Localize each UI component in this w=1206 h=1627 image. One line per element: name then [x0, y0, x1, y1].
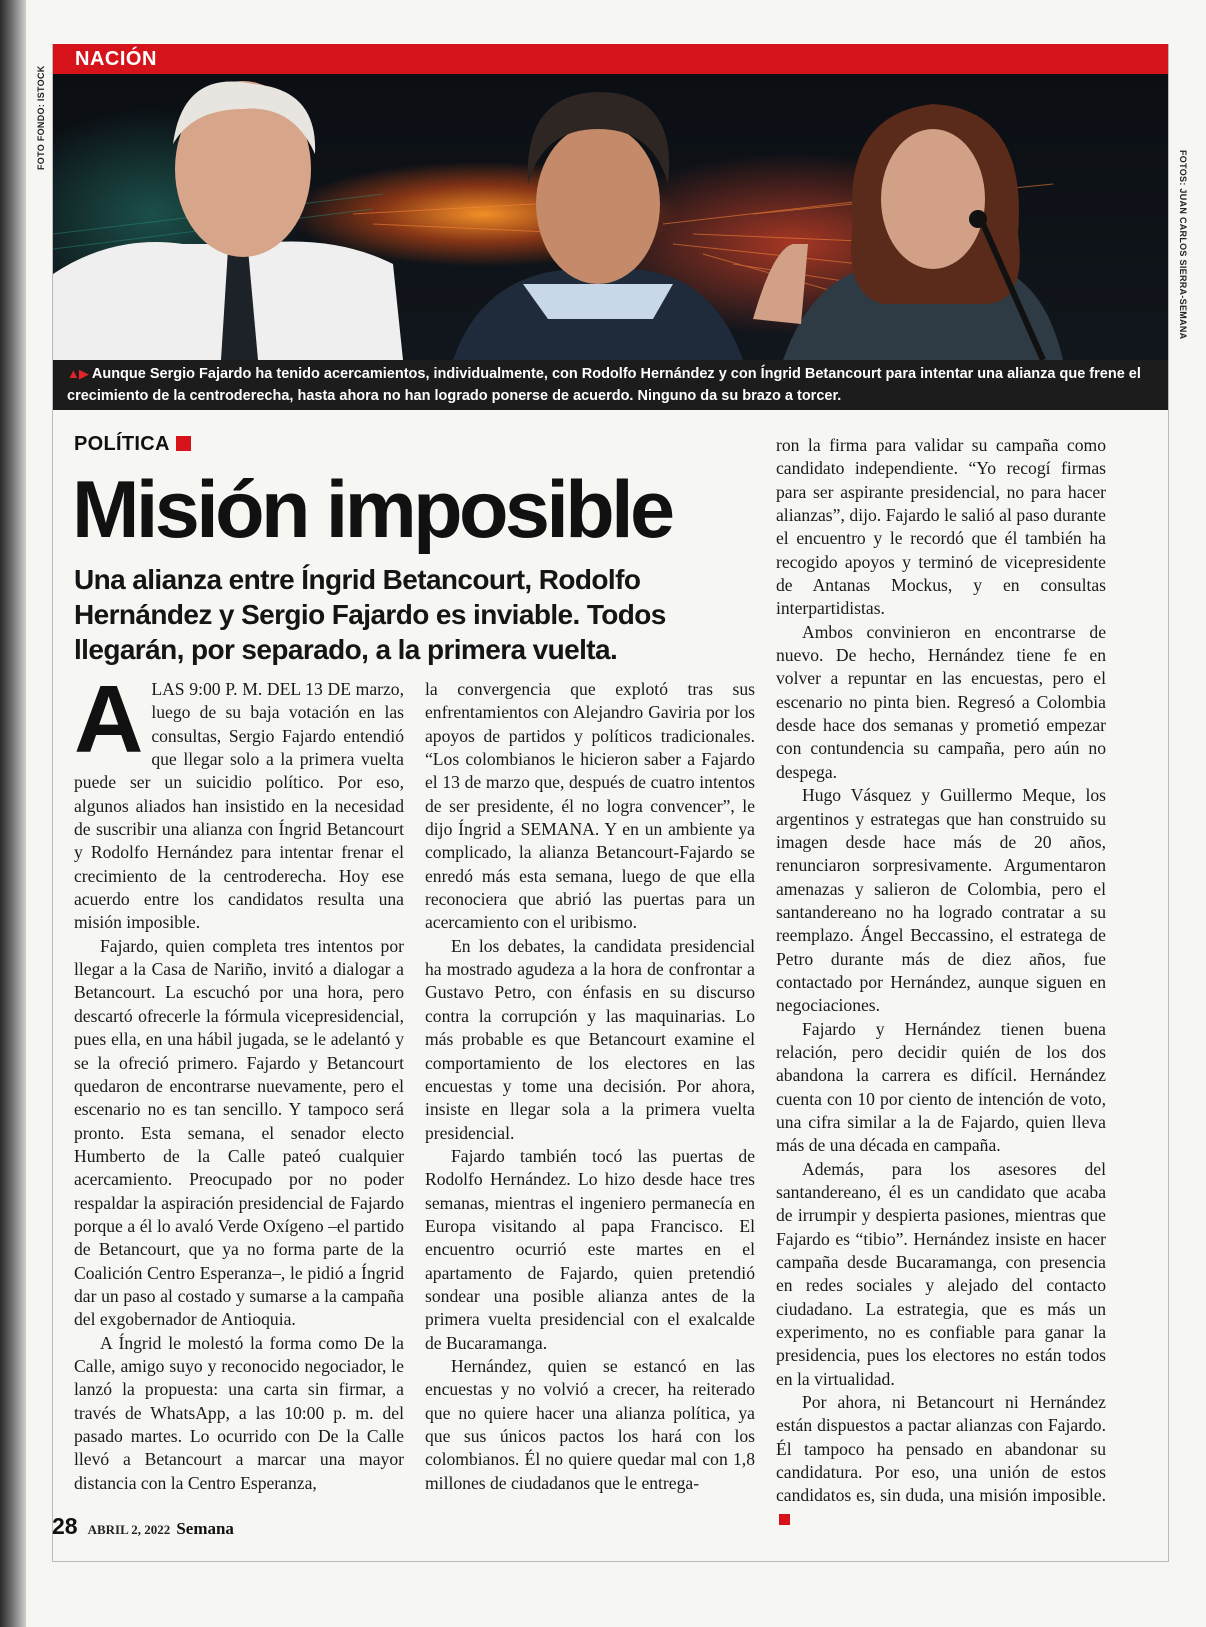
- issue-date: ABRIL 2, 2022: [87, 1522, 171, 1537]
- photo-credit: FOTOS: JUAN CARLOS SIERRA-SEMANA: [1178, 150, 1188, 340]
- article-kicker: [74, 433, 191, 456]
- lead-photo-illustration: [53, 74, 1168, 360]
- lead-photo: [53, 74, 1168, 360]
- article-headline: Misión imposible: [72, 465, 672, 555]
- article-column-1: [74, 666, 404, 1495]
- paragraph: Hugo Vásquez y Guillermo Meque, los argentinos y estrategas que han construido su imagen desde hace más de 20 años, renunciaron sorpresivamente. Argumentaron amenazas y salieron de Colombia, pero el santandereano no ha logrado contratar a su reemplazo. Ángel Beccassino, el estratega de Petro durante más de diez años, fue contactado por Hernández, aunque siguen en negociaciones.: [776, 785, 1106, 1016]
- kicker-square-icon: [176, 436, 191, 451]
- paragraph: [74, 666, 404, 935]
- paragraph: Además, para los asesores del santandereano, él es un candidato que acaba de irrumpir y despierta pasiones, mientras que Fajardo es “tibio”. Hernández insiste en hacer campaña desde Bucaramanga, con presencia en redes sociales y alejado del contacto ciudadano. La estrategia, que es más un experimento, no es confiable para ganar la presidencia, pues los electores no están todos en la virtualidad.: [776, 1158, 1106, 1389]
- photo-caption: [53, 360, 1168, 410]
- caption-text: Aunque Sergio Fajardo ha tenido acercamientos, individualmente, con Rodolfo Hernández y con Íngrid Betancourt para intentar una alianza que frene el crecimiento de la centroderecha, hasta ahora no han logrado ponerse de acuerdo. Ninguno da su brazo a torcer.: [67, 366, 1141, 404]
- paragraph-text: LAS 9:00 P. M. DEL 13 DE marzo, luego de su baja votación en las consultas, Sergio Fajardo entendió que llegar solo a la primera vuelta puede ser un suicidio político. Por eso, algunos aliados han insistido en la necesidad de suscribir una alianza con Íngrid Betancourt y Rodolfo Hernández para intentar frenar el crecimiento de la centroderecha. Hoy ese acuerdo entre los candidatos resulta una misión imposible.: [74, 679, 404, 933]
- paragraph: [776, 1391, 1106, 1531]
- article-column-3: [776, 434, 1106, 1531]
- kicker-label: POLÍTICA: [74, 433, 170, 455]
- page-footer: [52, 1513, 234, 1540]
- paragraph: la convergencia que explotó tras sus enfrentamientos con Alejandro Gaviria por los apoyos de partidos y políticos tradicionales. “Los colombianos le hicieron saber a Fajardo el 13 de marzo que, después de cuatro intentos de ser presidente, él no logra convencer”, le dijo Íngrid a SEMANA. Y en un ambiente ya complicado, la alianza Betancourt-Fajardo se enredó más esta semana, luego de que ella reconociera que abrió las puertas para un acercamiento con el uribismo.: [425, 679, 755, 933]
- magazine-name: Semana: [176, 1519, 234, 1538]
- end-mark-icon: [779, 1514, 790, 1525]
- paragraph: Fajardo y Hernández tienen buena relación, pero decidir quién de los dos abandona la carrera es difícil. Hernández cuenta con 10 por ciento de intención de voto, una cifra similar a la de Fajardo, quien lleva más de una década en campaña.: [776, 1018, 1106, 1156]
- paragraph: Fajardo, quien completa tres intentos por llegar a la Casa de Nariño, invitó a dialogar a Betancourt. La escuchó por una hora, pero descartó ofrecerle la fórmula vicepresidencial, pues ella, en una hábil jugada, se le adelantó y se la ofreció primero. Fajardo y Betancourt quedaron de encontrarse nuevamente, pero el escenario no es tan sencillo. Y tampoco será pronto. Esta semana, el senador electo Humberto de la Calle pateó cualquier acercamiento. Preocupado por no poder respaldar la aspiración presidencial de Fajardo porque a él lo avaló Verde Oxígeno –el partido de Betancourt, que ya no forma parte de la Coalición Centro Esperanza–, le pidió a Íngrid dar un paso al costado y sumarse a la campaña del exgobernador de Antioquia.: [74, 935, 404, 1330]
- paragraph-text: Por ahora, ni Betancourt ni Hernández están dispuestos a pactar alianzas con Fajardo. Él tampoco ha pensado en abandonar su candidatura. Por eso, una unión de estos candidatos es, sin duda, una misión imposible.: [776, 1392, 1106, 1506]
- page-number: 28: [52, 1513, 78, 1539]
- section-bar: [53, 44, 1168, 74]
- paragraph: A Íngrid le molestó la forma como De la Calle, amigo suyo y reconocido negociador, le lanzó la propuesta: una carta sin firmar, a través de WhatsApp, a las 10:00 p. m. del pasado martes. Lo ocurrido con De la Calle llevó a Betancourt a marcar una mayor distancia con la Centro Esperanza,: [74, 1332, 404, 1493]
- section-label: NACIÓN: [75, 48, 157, 70]
- drop-cap: A: [74, 666, 144, 773]
- paragraph: ron la firma para validar su campaña como candidato independiente. “Yo recogí firmas para ser aspirante presidencial, no para hacer alianzas”, dijo. Fajardo le salió al paso durante el encuentro y le recordó que él también ha recogido apoyos y terminó de vicepresidente de Antanas Mockus, y en consultas interpartidistas.: [776, 435, 1106, 619]
- paragraph: Ambos convinieron en encontrarse de nuevo. De hecho, Hernández tiene fe en volver a repuntar en las encuestas, pero el escenario no pinta bien. Regresó a Colombia desde hace dos semanas y prometió empezar con contundencia su campaña, pero aún no despega.: [776, 621, 1106, 782]
- paragraph: Fajardo también tocó las puertas de Rodolfo Hernández. Lo hizo desde hace tres semanas, mientras el ingeniero permanecía en Europa visitando al papa Francisco. El encuentro ocurrió este martes en el apartamento de Fajardo, quien pretendió sondear una posible alianza antes de la primera vuelta presidencial con el exalcalde de Bucaramanga.: [425, 1145, 755, 1353]
- background-photo-credit: FOTO FONDO: ISTOCK: [36, 65, 46, 170]
- page-gutter-shadow: [0, 0, 26, 1627]
- paragraph: Hernández, quien se estancó en las encuestas y no volvió a crecer, ha reiterado que no quiere hacer una alianza política, ya que sus únicos pactos los hará con los colombianos. Él no quiere quedar mal con 1,8 millones de ciudadanos que le entrega-: [425, 1355, 755, 1493]
- caption-arrow-icon: ▲▶: [67, 366, 88, 381]
- article-column-2: [425, 678, 755, 1495]
- article-deck: Una alianza entre Íngrid Betancourt, Rodolfo Hernández y Sergio Fajardo es inviable. Todos llegarán, por separado, a la primera vuelta.: [74, 564, 666, 665]
- paragraph: En los debates, la candidata presidencial ha mostrado agudeza a la hora de confrontar a Gustavo Petro, con énfasis en su discurso contra la corrupción y las maquinarias. Lo más probable es que Betancourt examine el comportamiento de los electores en las encuestas y tome una decisión. Por ahora, insiste en llegar sola a la primera vuelta presidencial.: [425, 935, 755, 1143]
